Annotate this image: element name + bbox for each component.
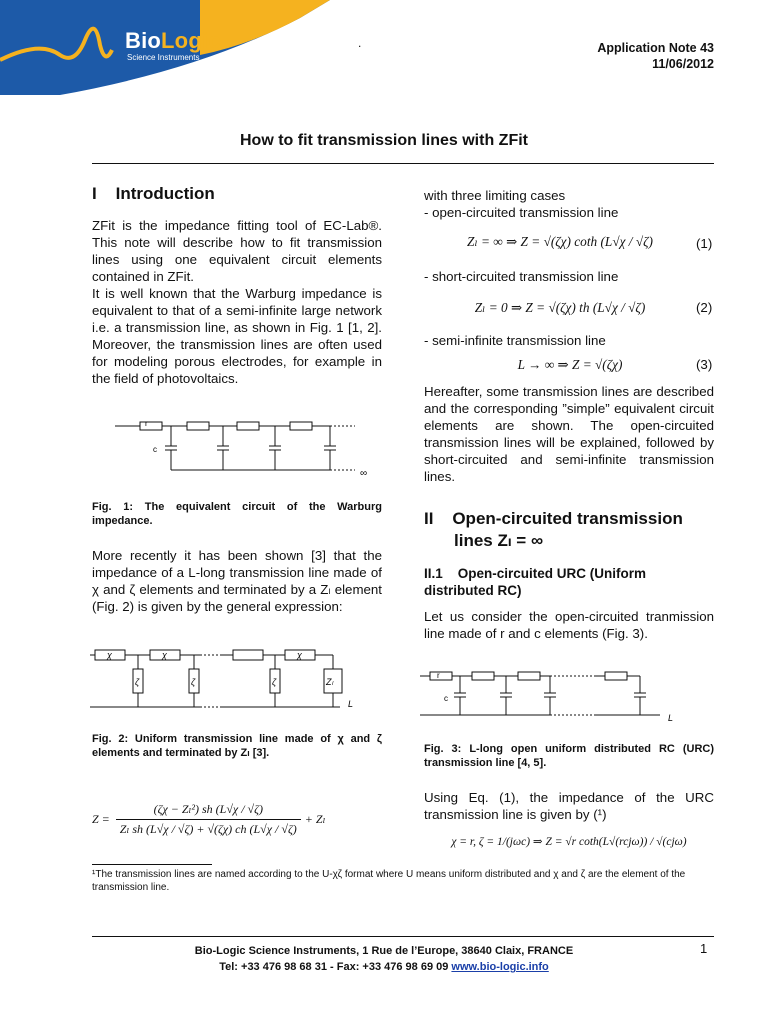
fig3-c-label: c <box>444 694 448 703</box>
figure-1-circuit <box>115 412 375 489</box>
equation-4: χ = r, ζ = 1/(jωc) ⇒ Z = √r coth(L√(rcjω)) / √(cjω) <box>451 836 687 848</box>
footer-website-link[interactable]: www.bio-logic.info <box>451 961 549 973</box>
brand-tagline: Science Instruments <box>127 53 200 62</box>
general-eq-denominator: Zₗ sh (L√χ / √ζ) + √(ζχ) ch (L√χ / √ζ) <box>116 819 301 839</box>
header-info <box>597 40 714 72</box>
equation-3-number: (3) <box>696 357 713 372</box>
hereafter-paragraph: Hereafter, some transmission lines are described and the corresponding ”simple” equivalent circuit elements are shown. The open-circuited transmission lines will be explained, followed by short-circuited and semi-infinite transmission lines. <box>424 384 714 484</box>
section-2-heading <box>424 508 714 552</box>
case-short-circuited: - short-circuited transmission line <box>424 269 619 284</box>
footer-contact: Tel: +33 476 98 68 31 - Fax: +33 476 98 69 09 <box>219 961 449 973</box>
fig1-r-label: r <box>145 419 148 428</box>
general-eq-numerator: (ζχ − Zₗ²) sh (L√χ / √ζ) <box>153 802 263 816</box>
general-impedance-equation <box>92 800 392 839</box>
fig1-c-label: c <box>153 445 157 454</box>
fig1-infinity-label: ∞ <box>360 468 368 479</box>
case-open-circuited: - open-circuited transmission line <box>424 205 619 220</box>
fig2-zl-label: Zₗ <box>326 677 333 687</box>
footer-address: Bio-Logic Science Instruments, 1 Rue de l’Europe, 38640 Claix, FRANCE <box>194 945 574 957</box>
equation-1-number: (1) <box>696 236 713 251</box>
section-introduction-heading: I Introduction <box>92 184 215 203</box>
intro-paragraph-1: ZFit is the impedance fitting tool of EC-Lab®. This note will describe how to fit transmission lines using one equivalent circuit elements contained in ZFit. <box>92 218 382 284</box>
right-column <box>424 187 714 221</box>
footer-contact-line <box>0 959 768 975</box>
equation-2: Zₗ = 0 ⇒ Z = √(ζχ) th (L√χ / √ζ) <box>474 300 646 315</box>
fig3-r-label: r <box>437 671 440 680</box>
figure-3-circuit <box>420 665 690 730</box>
urc-impedance-paragraph: Using Eq. (1), the impedance of the URC transmission line is given by (¹) <box>424 790 714 822</box>
fig2-zeta-label-1: ζ <box>135 677 140 687</box>
application-note-number: Application Note 43 <box>597 41 714 55</box>
case-semi-infinite: - semi-infinite transmission line <box>424 333 606 348</box>
fig2-chi-label-2: χ <box>162 650 167 660</box>
section-2-heading-line-1: II Open-circuited transmission <box>424 509 683 528</box>
page-title: How to fit transmission lines with ZFit <box>239 132 528 149</box>
intro-paragraph-2: It is well known that the Warburg impedance is equivalent to that of a semi-infinite large network i.e. a transmission line, as shown in Fig. 1 [1, 2]. Moreover, the transmission lines are often used for modeling porous electrodes, for example in the field of photovoltaics. <box>92 286 382 386</box>
general-eq-lhs: Z = <box>92 812 110 826</box>
general-eq-rhs: + Zₗ <box>304 812 326 826</box>
intro-paragraph-3: More recently it has been shown [3] that the impedance of a L-long transmission line made of χ and ζ elements and terminated by a Zₗ element (Fig. 2) is given by the general expression: <box>92 548 382 614</box>
title-rule <box>92 163 714 164</box>
page-number: 1 <box>700 941 708 956</box>
brand-name: BioLogic <box>125 28 221 53</box>
figure-2-circuit <box>90 645 380 720</box>
equation-3: L → ∞ ⇒ Z = √(ζχ) <box>517 357 623 372</box>
figure-1-caption: Fig. 1: The equivalent circuit of the Warburg impedance. <box>92 501 382 527</box>
fig2-zeta-label-3: ζ <box>272 677 277 687</box>
application-note-date: 11/06/2012 <box>652 57 714 71</box>
figure-3-caption: Fig. 3: L-long open uniform distributed RC (URC) transmission line [4, 5]. <box>424 743 714 769</box>
fig3-length-label: L <box>668 713 674 723</box>
limiting-cases-intro: with three limiting cases <box>424 188 566 203</box>
fig2-length-label: L <box>348 699 354 709</box>
equation-1: Zₗ = ∞ ⇒ Z = √(ζχ) coth (L√χ / √ζ) <box>467 234 653 249</box>
equation-2-number: (2) <box>696 300 713 315</box>
section-2-heading-line-2: lines Zₗ = ∞ <box>454 531 544 550</box>
subsection-2-1-heading: II.1 Open-circuited URC (Uniform distributed RC) <box>424 566 650 598</box>
footnote: ¹The transmission lines are named according to the U-χζ format where U means uniform distributed and χ and ζ are the element of the transmission line. <box>92 869 686 893</box>
fig2-zeta-label-2: ζ <box>191 677 196 687</box>
left-column <box>92 185 382 387</box>
footer <box>0 943 768 975</box>
footnote-rule <box>92 864 212 865</box>
fig2-chi-label-1: χ <box>107 650 112 660</box>
header-dot: . <box>358 36 362 50</box>
fig2-chi-label-3: χ <box>297 650 302 660</box>
footer-rule <box>92 936 714 937</box>
figure-2-caption: Fig. 2: Uniform transmission line made of χ and ζ elements and terminated by Zₗ [3]. <box>92 733 382 759</box>
urc-paragraph: Let us consider the open-circuited tranmission line made of r and c elements (Fig. 3). <box>424 609 714 641</box>
